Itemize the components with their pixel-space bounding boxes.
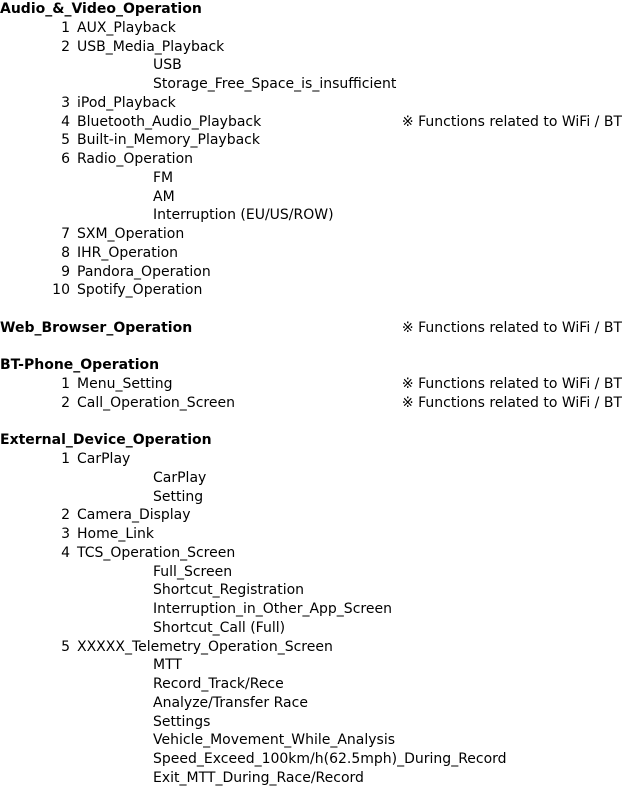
sub-item-row	[0, 619, 622, 638]
item-label: Menu_Setting	[77, 376, 173, 392]
item-label: SXM_Operation	[77, 226, 185, 242]
sub-item-label: FM	[153, 169, 174, 186]
item-row	[0, 263, 622, 282]
item-number: 6	[61, 151, 70, 167]
item-label: Camera_Display	[77, 507, 191, 524]
item-label: Built-in_Memory_Playback	[77, 132, 260, 149]
item-row	[0, 38, 622, 57]
sub-item-label: Exit_MTT_During_Race/Record	[153, 769, 364, 786]
item-row	[0, 375, 622, 394]
item-label: Pandora_Operation	[77, 263, 211, 280]
sub-item-label: MTT	[153, 657, 182, 674]
item-row	[0, 506, 622, 525]
sub-item-label: CarPlay	[153, 469, 207, 486]
item-number: 8	[61, 244, 70, 261]
item-row	[0, 544, 622, 563]
item-row	[0, 225, 622, 244]
section-heading: External_Device_Operation	[0, 432, 212, 449]
sub-item-label: Interruption_in_Other_App_Screen	[153, 601, 392, 617]
sub-item-row	[0, 563, 622, 582]
section-heading: Audio_&_Video_Operation	[0, 1, 202, 17]
sub-item-row	[0, 581, 622, 600]
section-heading: BT-Phone_Operation	[0, 357, 160, 374]
sub-item-label: Interruption (EU/US/ROW)	[153, 207, 334, 224]
item-number: 1	[61, 19, 70, 36]
item-row	[0, 113, 622, 132]
item-number: 5	[61, 132, 70, 149]
sub-item-label: Shortcut_Registration	[153, 582, 305, 599]
item-label: XXXXX_Telemetry_Operation_Screen	[77, 638, 333, 655]
item-label: Spotify_Operation	[77, 282, 203, 299]
item-label: TCS_Operation_Screen	[77, 544, 236, 561]
sub-item-row	[0, 600, 622, 619]
item-row	[0, 638, 622, 657]
item-label: Radio_Operation	[77, 151, 194, 167]
item-row	[0, 244, 622, 263]
sub-item-row	[0, 488, 622, 507]
sub-item-row	[0, 469, 622, 488]
item-row	[0, 19, 622, 38]
sub-item-row	[0, 731, 622, 750]
item-number: 7	[61, 226, 70, 242]
item-number: 5	[61, 638, 70, 655]
item-label: Home_Link	[77, 526, 155, 542]
section-row	[0, 356, 622, 375]
sub-item-label: Storage_Free_Space_is_insufficient	[153, 76, 397, 92]
item-label: AUX_Playback	[77, 19, 176, 36]
item-number: 1	[61, 451, 70, 467]
item-label: USB_Media_Playback	[77, 38, 225, 55]
sub-item-row	[0, 75, 622, 94]
sub-item-label: Analyze/Transfer Race	[153, 694, 308, 711]
item-row	[0, 94, 622, 113]
sub-item-row	[0, 656, 622, 675]
sub-item-label: AM	[153, 188, 175, 205]
item-label: iPod_Playback	[77, 94, 176, 111]
sub-item-row	[0, 713, 622, 732]
item-row	[0, 450, 622, 469]
item-number: 2	[61, 38, 70, 55]
sub-item-label: Speed_Exceed_100km/h(62.5mph)_During_Record	[153, 751, 507, 767]
item-row	[0, 525, 622, 544]
sub-item-row	[0, 169, 622, 188]
item-row	[0, 131, 622, 150]
sub-item-row	[0, 675, 622, 694]
item-label: Bluetooth_Audio_Playback	[77, 113, 262, 130]
item-number: 3	[61, 526, 70, 542]
section-row	[0, 319, 622, 338]
sub-item-label: Record_Track/Rece	[153, 676, 284, 692]
item-label: Call_Operation_Screen	[77, 394, 235, 411]
item-row	[0, 150, 622, 169]
section-row	[0, 0, 622, 19]
item-number: 1	[61, 376, 70, 392]
sub-item-row	[0, 56, 622, 75]
item-label: CarPlay	[77, 451, 131, 467]
item-number: 3	[61, 94, 70, 111]
sub-item-row	[0, 188, 622, 207]
item-number: 4	[61, 544, 70, 561]
item-label: IHR_Operation	[77, 244, 179, 261]
sub-item-label: Settings	[153, 713, 211, 730]
wifi-bt-note: ※ Functions related to WiFi / BT	[401, 113, 622, 130]
wifi-bt-note: ※ Functions related to WiFi / BT	[401, 394, 622, 411]
section-row	[0, 431, 622, 450]
blank-row	[0, 300, 622, 319]
sub-item-label: Full_Screen	[153, 563, 233, 580]
item-row	[0, 281, 622, 300]
sub-item-label: Vehicle_Movement_While_Analysis	[153, 732, 396, 749]
blank-row	[0, 338, 622, 357]
item-number: 2	[61, 507, 70, 524]
sub-item-label: Setting	[153, 488, 204, 505]
item-number: 2	[61, 394, 70, 411]
section-heading: Web_Browser_Operation	[0, 319, 193, 336]
wifi-bt-note: ※ Functions related to WiFi / BT	[401, 319, 622, 336]
item-number: 9	[61, 263, 70, 280]
blank-row	[0, 413, 622, 432]
item-row	[0, 394, 622, 413]
wifi-bt-note: ※ Functions related to WiFi / BT	[401, 376, 622, 392]
sub-item-row	[0, 694, 622, 713]
sub-item-row	[0, 206, 622, 225]
sub-item-label: USB	[153, 57, 182, 74]
sub-item-label: Shortcut_Call (Full)	[153, 619, 286, 636]
item-number: 4	[61, 113, 70, 130]
sub-item-row	[0, 769, 622, 788]
item-number: 10	[52, 282, 70, 299]
sub-item-row	[0, 750, 622, 769]
